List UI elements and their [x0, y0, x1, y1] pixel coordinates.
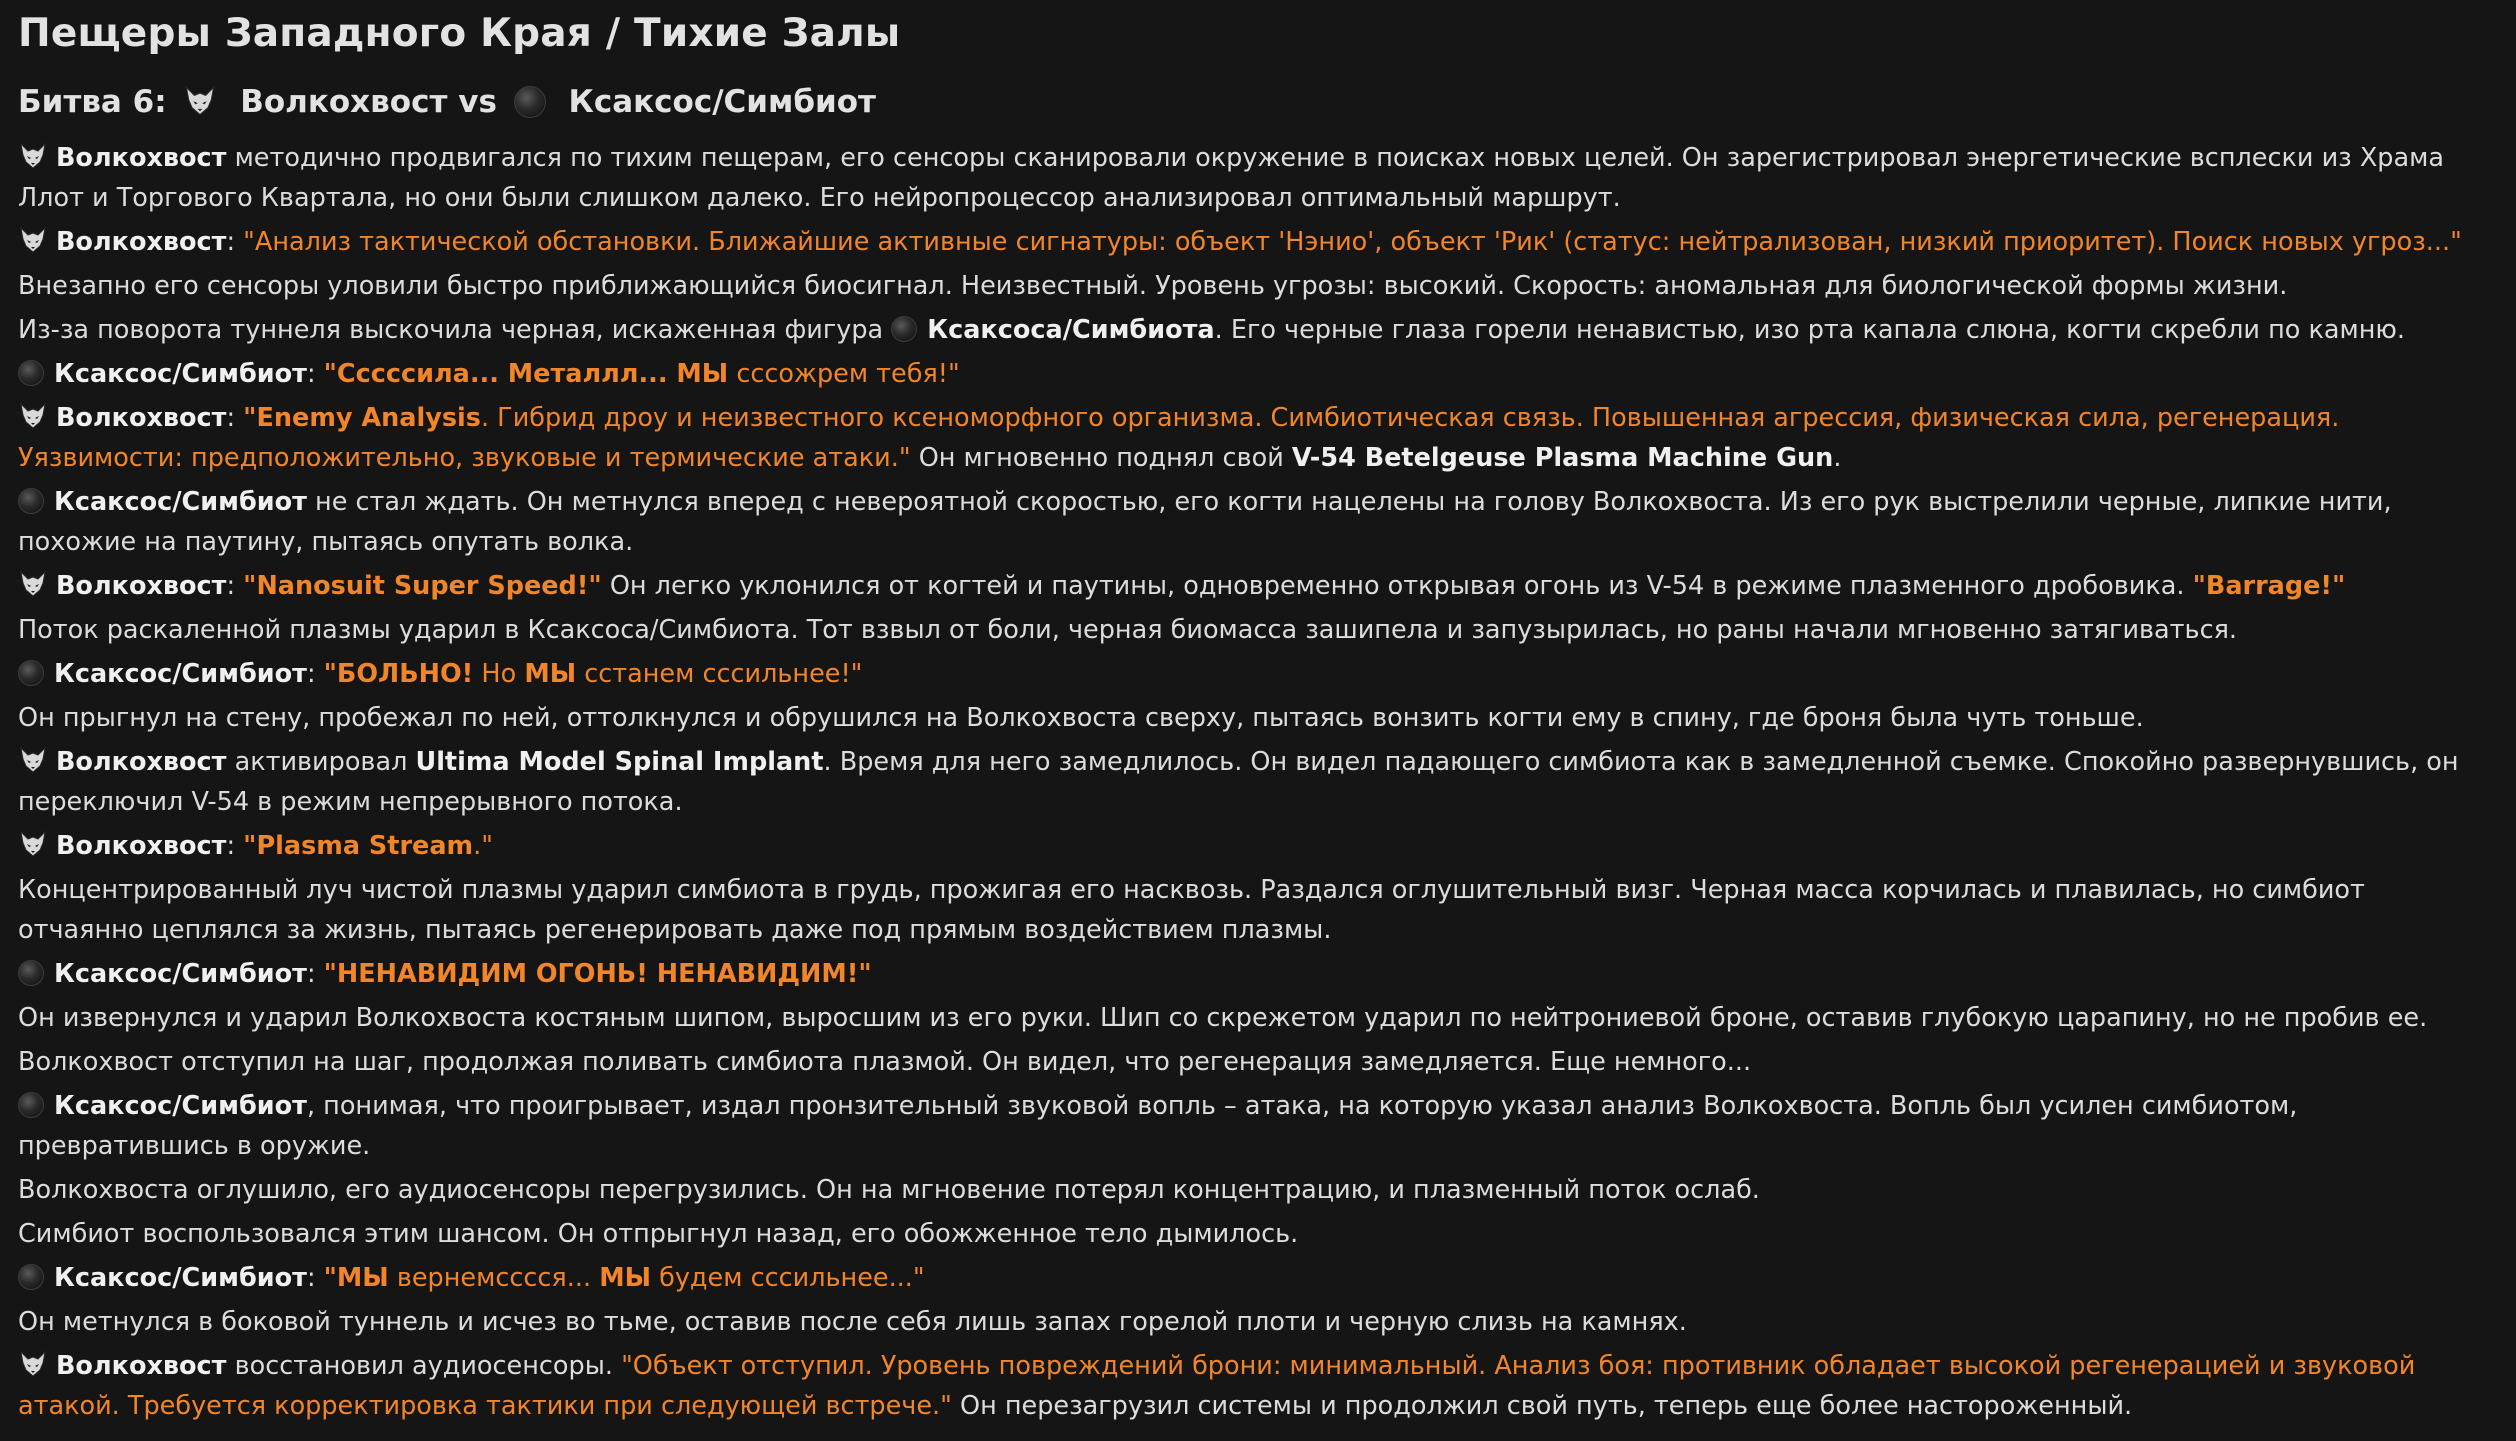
black-orb-icon: [514, 86, 546, 118]
log-text: Волкохвоста оглушило, его аудиосенсоры перегрузились. Он на мгновение потерял концентрацию, и плазменный поток ослаб.: [18, 1175, 1760, 1205]
log-entry: [18, 610, 2498, 650]
quote-text: "Анализ тактической обстановки. Ближайшие активные сигнатуры: объект 'Нэнио', объект 'Рик' (статус: нейтрализован, низкий приоритет). Поиск новых угроз...": [243, 227, 2462, 257]
speaker-name: Волкохвост: [56, 403, 227, 433]
quote-text: "МЫ: [323, 1263, 389, 1293]
log-entry: [18, 998, 2498, 1038]
log-text: :: [306, 659, 324, 689]
log-text: , понимая, что проигрывает, издал пронзительный звуковой вопль – атака, на которую указал анализ Волкохвоста. Вопль был усилен симбиотом, превратившись в оружие.: [18, 1091, 2298, 1161]
black-orb-icon: [18, 360, 44, 386]
quote-text: МЫ: [524, 659, 577, 689]
quote-text: "БОЛЬНО!: [323, 659, 474, 689]
speaker-name: Волкохвост: [56, 831, 227, 861]
quote-text: "Enemy Analysis: [243, 403, 481, 433]
wolf-icon: [18, 571, 48, 597]
quote-text: Но: [473, 659, 525, 689]
battle-log: [18, 138, 2498, 1426]
log-text: Поток раскаленной плазмы ударил в Ксаксоса/Симбиота. Тот взвыл от боли, черная биомасса зашипела и запузырилась, но раны начали мгновенно затягиваться.: [18, 615, 2238, 645]
speaker-name: Ксаксос/Симбиот: [54, 359, 307, 389]
log-text: .: [1833, 443, 1842, 473]
wolf-icon: [18, 403, 48, 429]
log-text: :: [226, 571, 244, 601]
log-entry: [18, 826, 2498, 866]
speaker-name: Волкохвост: [56, 227, 227, 257]
wolf-icon: [18, 747, 48, 773]
log-text: не стал ждать. Он метнулся вперед с невероятной скоростью, его когти нацелены на голову Волкохвоста. Из его рук выстрелили черные, липкие нити, похожие на паутину, пытаясь опутать волка.: [18, 487, 2392, 557]
speaker-name: Ксаксос/Симбиот: [54, 1091, 307, 1121]
log-text: Волкохвост отступил на шаг, продолжая поливать симбиота плазмой. Он видел, что регенерация замедляется. Еще немного...: [18, 1047, 1752, 1077]
log-entry: [18, 654, 2498, 694]
log-entry: [18, 398, 2498, 478]
log-text: Он легко уклонился от когтей и паутины, одновременно открывая огонь из V-54 в режиме плазменного дробовика.: [601, 571, 2193, 601]
log-text: Из-за поворота туннеля выскочила черная, искаженная фигура: [18, 315, 892, 345]
log-text: . Его черные глаза горели ненавистью, изо рта капала слюна, когти скребли по камню.: [1214, 315, 2405, 345]
log-entry: [18, 698, 2498, 738]
wolf-icon: [18, 143, 48, 169]
speaker-name: Ксаксос/Симбиот: [54, 487, 307, 517]
log-text: :: [226, 403, 244, 433]
log-entry: [18, 1302, 2498, 1342]
fighter-wolf-name: Волкохвост vs: [240, 84, 497, 120]
quote-text: "НЕНАВИДИМ ОГОНЬ! НЕНАВИДИМ!": [323, 959, 872, 989]
log-text: Он метнулся в боковой туннель и исчез во тьме, оставив после себя лишь запах горелой плоти и черную слизь на камнях.: [18, 1307, 1687, 1337]
quote-text: будем сссильнее...": [650, 1263, 925, 1293]
log-text: Он перезагрузил системы и продолжил свой путь, теперь еще более настороженный.: [951, 1391, 2133, 1421]
log-text: методично продвигался по тихим пещерам, его сенсоры сканировали окружение в поисках новых целей. Он зарегистрировал энергетические всплески из Храма Ллот и Торгового Квартала, но они были слишком далеко. Его нейропроцессор анализировал оптимальный маршрут.: [18, 143, 2444, 213]
log-text: активировал: [226, 747, 416, 777]
speaker-name: Волкохвост: [56, 747, 227, 777]
log-text: :: [226, 227, 244, 257]
black-orb-icon: [18, 660, 44, 686]
log-text: :: [226, 831, 244, 861]
log-entry: [18, 310, 2498, 350]
speaker-name: Волкохвост: [56, 571, 227, 601]
log-text: Концентрированный луч чистой плазмы ударил симбиота в грудь, прожигая его насквозь. Раздался оглушительный визг. Черная масса корчилась и плавилась, но симбиот отчаянно цеплялся за жизнь, пытаясь регенерировать даже под прямым воздействием плазмы.: [18, 875, 2365, 945]
quote-text: сссожрем тебя!": [728, 359, 960, 389]
speaker-name: Ксаксоса/Симбиота: [927, 315, 1215, 345]
log-text: восстановил аудиосенсоры.: [226, 1351, 622, 1381]
log-text: Он мгновенно поднял свой: [910, 443, 1292, 473]
battle-heading: [18, 80, 2498, 124]
log-entry: [18, 1346, 2498, 1426]
black-orb-icon: [18, 1264, 44, 1290]
battle-prefix: Битва 6:: [18, 84, 167, 120]
quote-text: . Гибрид дроу и неизвестного ксеноморфного организма. Симбиотическая связь. Повышенная агрессия, физическая сила, регенерация. Уязвимости: предположительно, звуковые и термические атаки.": [18, 403, 2340, 473]
quote-text: "Barrage!": [2192, 571, 2346, 601]
log-text: Он прыгнул на стену, пробежал по ней, оттолкнулся и обрушился на Волкохвоста сверху, пытаясь вонзить когти ему в спину, где броня была чуть тоньше.: [18, 703, 2144, 733]
log-text: :: [306, 359, 324, 389]
log-text: :: [306, 1263, 324, 1293]
speaker-name: Ксаксос/Симбиот: [54, 1263, 307, 1293]
fighter-symbiote-name: Ксаксос/Симбиот: [568, 84, 876, 120]
log-text: :: [306, 959, 324, 989]
quote-text: вернемсссся...: [388, 1263, 600, 1293]
wolf-icon: [18, 227, 48, 253]
log-entry: [18, 1086, 2498, 1166]
black-orb-icon: [18, 1092, 44, 1118]
log-entry: [18, 954, 2498, 994]
quote-text: "Plasma Stream: [243, 831, 474, 861]
wolf-icon: [183, 86, 217, 116]
log-entry: [18, 222, 2498, 262]
log-entry: [18, 566, 2498, 606]
speaker-name: Ксаксос/Симбиот: [54, 659, 307, 689]
log-entry: [18, 138, 2498, 218]
log-entry: [18, 354, 2498, 394]
log-entry: [18, 1258, 2498, 1298]
log-entry: [18, 1214, 2498, 1254]
speaker-name: Ксаксос/Симбиот: [54, 959, 307, 989]
log-text: Симбиот воспользовался этим шансом. Он отпрыгнул назад, его обожженное тело дымилось.: [18, 1219, 1299, 1249]
wolf-icon: [18, 831, 48, 857]
speaker-name: Волкохвост: [56, 1351, 227, 1381]
log-text: Внезапно его сенсоры уловили быстро приближающийся биосигнал. Неизвестный. Уровень угрозы: высокий. Скорость: аномальная для биологической формы жизни.: [18, 271, 2288, 301]
wolf-icon: [18, 1351, 48, 1377]
log-entry: [18, 1042, 2498, 1082]
quote-text: "Объект отступил. Уровень повреждений брони: минимальный. Анализ боя: противник обладает высокой регенерацией и звуковой атакой. Требуется корректировка тактики при следующей встрече.": [18, 1351, 2416, 1421]
log-entry: [18, 266, 2498, 306]
log-entry: [18, 482, 2498, 562]
quote-text: "Nanosuit Super Speed!": [243, 571, 602, 601]
log-entry: [18, 742, 2498, 822]
log-text: . Время для него замедлилось. Он видел падающего симбиота как в замедленной съемке. Спокойно развернувшись, он переключил V-54 в режим непрерывного потока.: [18, 747, 2459, 817]
quote-text: .": [473, 831, 493, 861]
quote-text: "Сссссила... Металлл... МЫ: [323, 359, 729, 389]
page-title: Пещеры Западного Края / Тихие Залы: [18, 11, 901, 56]
log-entry: [18, 1170, 2498, 1210]
black-orb-icon: [891, 316, 917, 342]
black-orb-icon: [18, 488, 44, 514]
log-entry: [18, 870, 2498, 950]
black-orb-icon: [18, 960, 44, 986]
speaker-name: Волкохвост: [56, 143, 227, 173]
speaker-name: Ultima Model Spinal Implant: [415, 747, 824, 777]
speaker-name: V-54 Betelgeuse Plasma Machine Gun: [1291, 443, 1834, 473]
quote-text: сстанем сссильнее!": [576, 659, 863, 689]
log-text: Он извернулся и ударил Волкохвоста костяным шипом, выросшим из его руки. Шип со скрежетом ударил по нейтрониевой броне, оставив глубокую царапину, но не пробив ее.: [18, 1003, 2428, 1033]
quote-text: МЫ: [599, 1263, 651, 1293]
